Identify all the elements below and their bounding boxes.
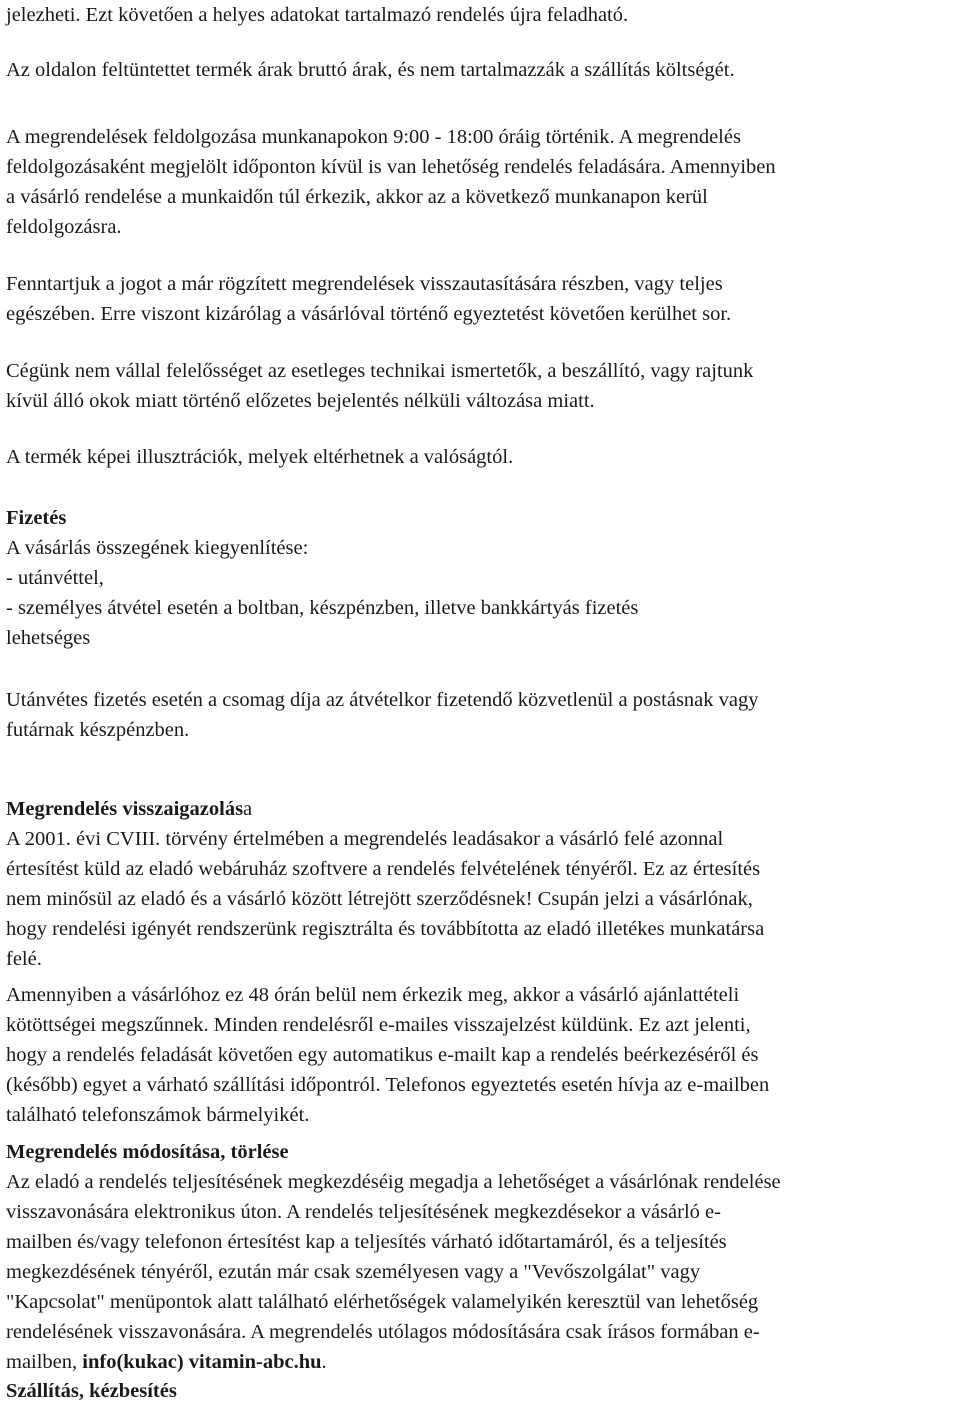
email-suffix: .: [321, 1351, 327, 1373]
text-line: - személyes átvétel esetén a boltban, készpénzben, illetve bankkártyás fizetés: [6, 597, 639, 619]
text-line: található telefonszámok bármelyikét.: [6, 1104, 310, 1126]
heading-payment: Fizetés: [6, 507, 67, 529]
text-line: mailben és/vagy telefonon értesítést kap a teljesítés várható időtartamáról, és a teljesítés: [6, 1231, 727, 1253]
heading-order-confirmation: [6, 794, 764, 824]
text-line: Az eladó a rendelés teljesítésének megkezdéséig megadja a lehetőséget a vásárlónak rendelése: [6, 1171, 781, 1193]
text-line: lehetséges: [6, 627, 91, 649]
text-line: A megrendelések feldolgozása munkanapokon 9:00 - 18:00 óráig történik. A megrendelés: [6, 126, 741, 148]
text-line: kívül álló okok miatt történő előzetes bejelentés nélküli változása miatt.: [6, 390, 595, 412]
heading-order-modification: Megrendelés módosítása, törlése: [6, 1141, 289, 1163]
text-line: megkezdésének tényéről, ezután már csak személyesen vagy a "Vevőszolgálat" vagy: [6, 1261, 701, 1283]
text-line: Utánvétes fizetés esetén a csomag díja az átvételkor fizetendő közvetlenül a postásnak vagy: [6, 689, 759, 711]
text-line: hogy a rendelés feladását követően egy automatikus e-mailt kap a rendelés beérkezéséről és: [6, 1044, 759, 1066]
paragraph-order-resubmit: [6, 0, 628, 30]
text-line: feldolgozásaként megjelölt időponton kívül is van lehetőség rendelés feladására. Amennyiben: [6, 156, 776, 178]
text-line: A termék képei illusztrációk, melyek eltérhetnek a valóságtól.: [6, 446, 514, 468]
text-line: nem minősül az eladó és a vásárló között létrejött szerződésnek! Csupán jelzi a vásárlónak,: [6, 888, 753, 910]
section-payment: [6, 503, 638, 653]
text-line: kötöttségei megszűnnek. Minden rendelésről e-mailes visszajelzést küldünk. Ez azt jelenti,: [6, 1014, 751, 1036]
text-line: felé.: [6, 948, 42, 970]
email-prefix: mailben,: [6, 1351, 83, 1373]
paragraph-processing-hours: [6, 122, 776, 242]
paragraph-liability: [6, 356, 753, 416]
text-line: feldolgozásra.: [6, 216, 122, 238]
text-line: - utánvéttel,: [6, 567, 104, 589]
text-line: hogy rendelési igényét rendszerünk regisztrálta és továbbította az eladó illetékes munkatársa: [6, 918, 765, 940]
paragraph-48-hours: [6, 980, 769, 1130]
paragraph-rejection-rights: [6, 269, 731, 329]
text-line: Amennyiben a vásárlóhoz ez 48 órán belül nem érkezik meg, akkor a vásárló ajánlattételi: [6, 984, 740, 1006]
text-line: jelezheti. Ezt követően a helyes adatokat tartalmazó rendelés újra feladható.: [6, 4, 629, 26]
section-order-modification: [6, 1137, 781, 1377]
text-line: A 2001. évi CVIII. törvény értelmében a megrendelés leadásakor a vásárló felé azonnal: [6, 828, 724, 850]
paragraph-cash-on-delivery: [6, 685, 759, 745]
text-line: értesítést küld az eladó webáruház szoftvere a rendelés felvételének tényéről. Ez az értesítés: [6, 858, 761, 880]
text-line: a vásárló rendelése a munkaidőn túl érkezik, akkor az a következő munkanapon kerül: [6, 186, 708, 208]
text-line: (később) egyet a várható szállítási időpontról. Telefonos egyeztetés esetén hívja az e-mailben: [6, 1074, 770, 1096]
text-line: rendelésének visszavonására. A megrendelés utólagos módosítására csak írásos formában e-: [6, 1321, 760, 1343]
text-line: egészében. Erre viszont kizárólag a vásárlóval történő egyeztetést követően kerülhet sor.: [6, 303, 732, 325]
text-line-email: [6, 1347, 781, 1377]
heading-text: Megrendelés visszaigazolás: [6, 798, 244, 820]
section-order-confirmation: [6, 794, 764, 974]
text-line: futárnak készpénzben.: [6, 719, 190, 741]
text-line: Az oldalon feltüntettet termék árak bruttó árak, és nem tartalmazzák a szállítás költségét.: [6, 59, 735, 81]
text-line: A vásárlás összegének kiegyenlítése:: [6, 537, 309, 559]
paragraph-prices: [6, 55, 735, 85]
heading-suffix: a: [243, 798, 253, 820]
text-line: Fenntartjuk a jogot a már rögzített megrendelések visszautasítására részben, vagy teljes: [6, 273, 723, 295]
text-line: visszavonására elektronikus úton. A rendelés teljesítésének megkezdésekor a vásárló e-: [6, 1201, 721, 1223]
contact-email: info(kukac) vitamin-abc.hu: [82, 1351, 322, 1373]
paragraph-illustrations: [6, 442, 513, 472]
section-shipping: [6, 1376, 177, 1406]
text-line: Cégünk nem vállal felelősséget az esetleges technikai ismertetők, a beszállító, vagy rajtunk: [6, 360, 754, 382]
heading-shipping: Szállítás, kézbesítés: [6, 1380, 177, 1402]
text-line: "Kapcsolat" menüpontok alatt található elérhetőségek valamelyikén keresztül van lehetőség: [6, 1291, 759, 1313]
